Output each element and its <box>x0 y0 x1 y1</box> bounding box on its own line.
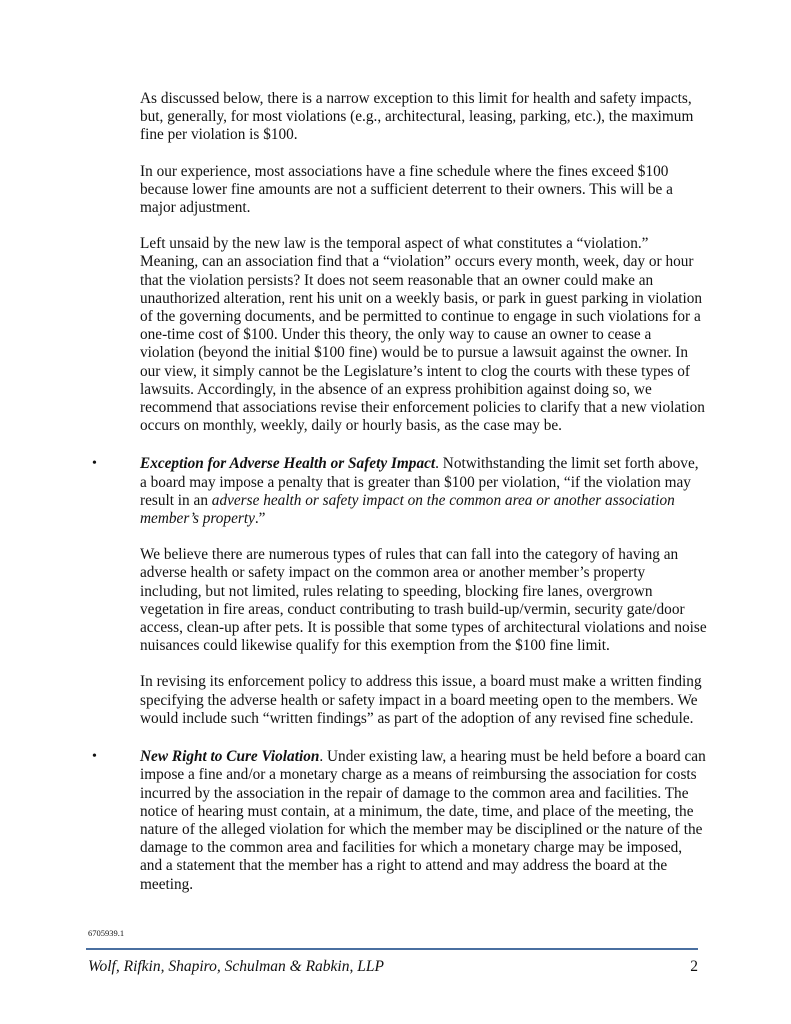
bullet-heading: Exception for Adverse Health or Safety Impact <box>140 455 436 473</box>
bullet-heading: New Right to Cure Violation <box>140 748 320 766</box>
body-text <box>92 90 708 912</box>
bullet-point-icon: • <box>92 749 97 765</box>
paragraph-rule-categories: We believe there are numerous types of rules that can fall into the category of having an adverse health or safety impact on the common area or another member’s property including, but not limited, rules relating to speeding, blocking fire lanes, overgrown vegetation in fire areas, conduct contributing to trash build-up/vermin, security gate/door access, clean-up after pets. It is possible that some types of architectural violations and noise nuisances could likewise qualify for this exemption from the $100 fine limit. <box>140 546 707 655</box>
bullet-health-safety-exception <box>92 455 708 728</box>
document-id: 6705939.1 <box>88 928 125 938</box>
bullet-text: . Notwithstanding the limit set forth above, a board may impose a penalty that is greater than $100 per violation, “if the violation may result in an <box>140 455 699 509</box>
bullet-point-icon: • <box>92 456 97 472</box>
paragraph-temporal-violation: Left unsaid by the new law is the temporal aspect of what constitutes a “violation.” Meaning, can an association find that a “violation” occurs every month, week, day or hour that the violation persists? It does not seem reasonable that an owner could make an unauthorized alteration, rent his unit on a weekly basis, or park in guest parking in violation of the governing documents, and be permitted to continue to engage in such violations for a one-time cost of $100. Under this theory, the only way to cause an owner to cease a violation (beyond the initial $100 fine) would be to pursue a lawsuit against the owner. In our view, it simply cannot be the Legislature’s intent to clog the courts with these types of lawsuits. Accordingly, in the absence of an express prohibition against doing so, we recommend that associations revise their enforcement policies to clarify that a new violation occurs on monthly, weekly, daily or hourly basis, as the case may be. <box>140 235 705 435</box>
bullet-paragraph <box>140 455 708 528</box>
footer-firm-name: Wolf, Rifkin, Shapiro, Schulman & Rabkin, LLP <box>88 958 384 975</box>
page-number: 2 <box>690 958 698 975</box>
bullet-italic-quote: adverse health or safety impact on the common area or another association member’s property <box>140 491 675 528</box>
footer-divider <box>86 948 698 950</box>
paragraph-fine-schedule: In our experience, most associations have a fine schedule where the fines exceed $100 because lower fine amounts are not a sufficient deterrent to their owners. This will be a major adjustment. <box>140 162 673 217</box>
bullet-text-end: .” <box>254 510 266 528</box>
bullet-paragraph <box>140 748 708 894</box>
paragraph-health-safety-limit: As discussed below, there is a narrow exception to this limit for health and safety impacts, but, generally, for most violations (e.g., architectural, leasing, parking, etc.), the maximum fine per violation is $100. <box>140 90 694 144</box>
bullet-text: . Under existing law, a hearing must be held before a board can impose a fine and/or a monetary charge as a means of reimbursing the association for costs incurred by the association in the repair of damage to the common area and facilities. The notice of hearing must contain, at a minimum, the date, time, and place of the meeting, the nature of the alleged violation for which the member may be disciplined or the nature of the damage to the common area and facilities for which a monetary charge may be imposed, and a statement that the member has a right to attend and may address the board at the meeting. <box>140 748 706 893</box>
bullet-right-to-cure <box>92 748 708 894</box>
paragraph-written-finding: In revising its enforcement policy to address this issue, a board must make a written finding specifying the adverse health or safety impact in a board meeting open to the members. We would include such “written findings” as part of the adoption of any revised fine schedule. <box>140 673 702 727</box>
